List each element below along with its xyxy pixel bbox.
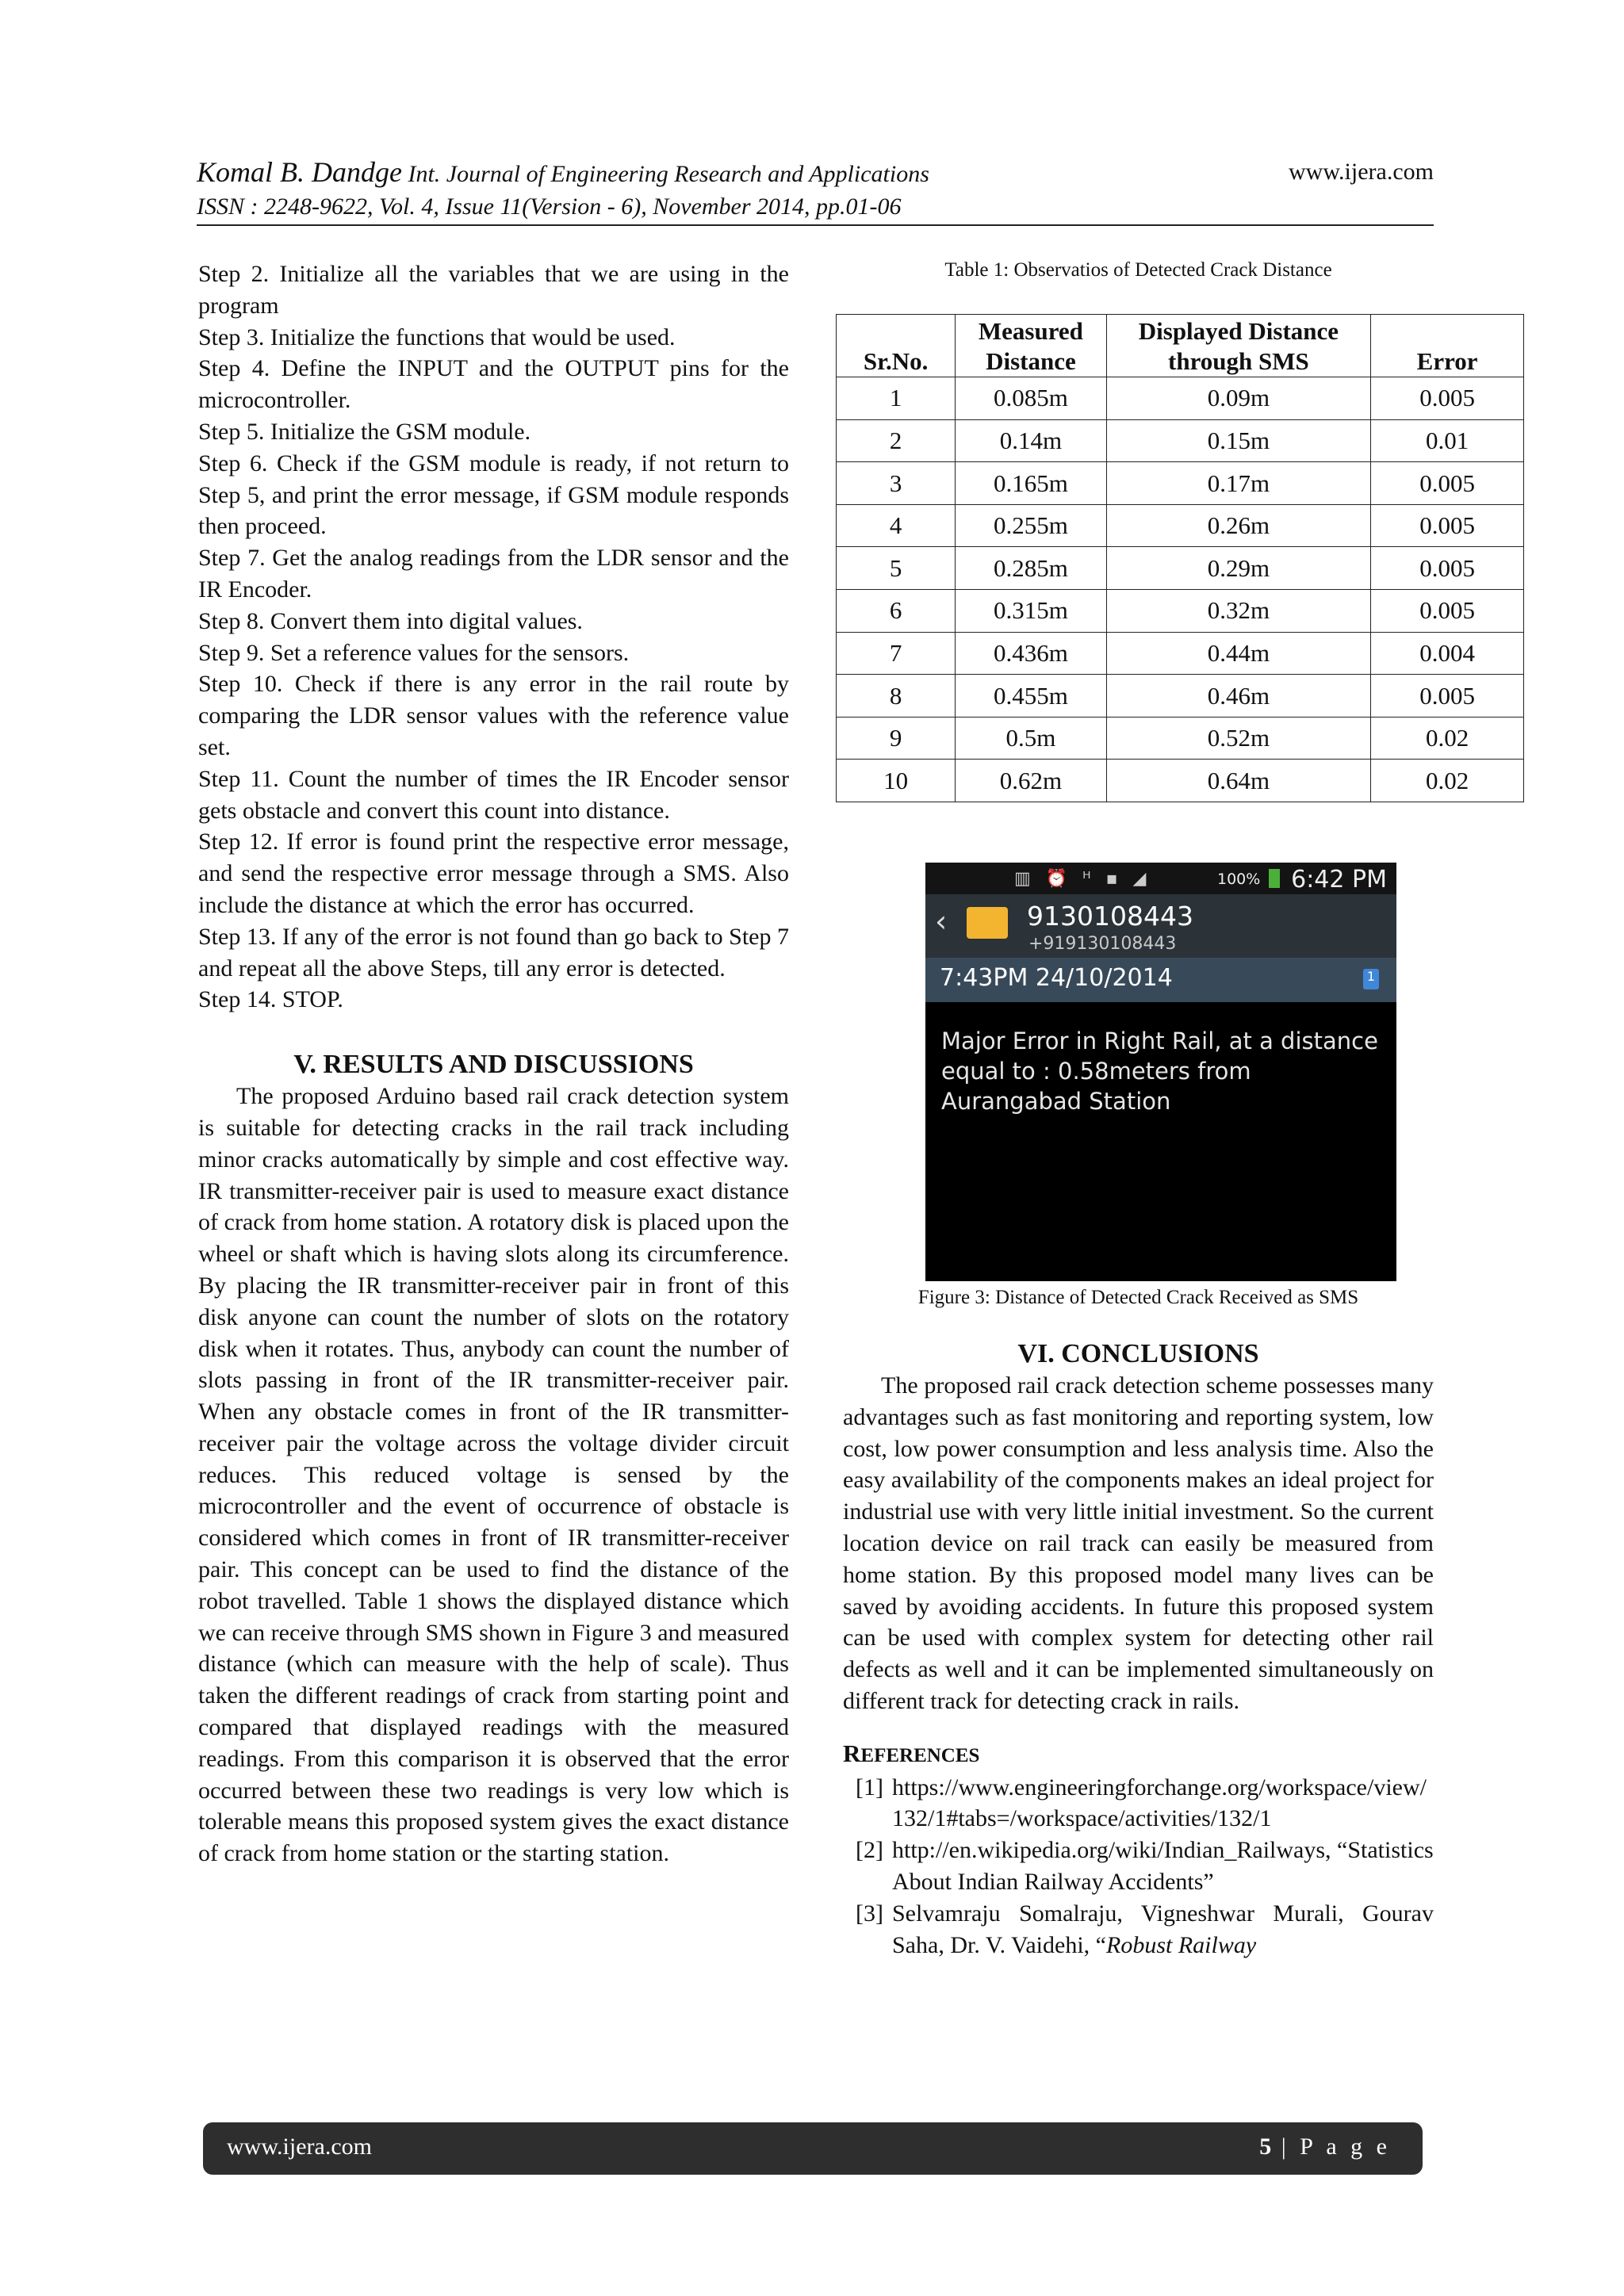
page-label: | P a g e	[1271, 2133, 1391, 2160]
sms-received-time: 7:43PM 24/10/2014	[940, 964, 1173, 992]
cell-error: 0.004	[1371, 632, 1524, 675]
cell-measured: 0.285m	[956, 547, 1106, 590]
cell-measured: 0.5m	[956, 717, 1106, 760]
status-time: 6:42 PM	[1291, 866, 1387, 894]
cell-displayed: 0.44m	[1106, 632, 1371, 675]
reference-authors: Selvamraju Somalraju, Vigneshwar Murali, Gourav Saha, Dr. V. Vaidehi, “	[892, 1900, 1434, 1958]
cell-displayed: 0.52m	[1106, 717, 1371, 760]
step-item: Step 6. Check if the GSM module is ready, if not return to Step 5, and print the error message, if GSM module responds then proceed.	[198, 450, 789, 540]
table-row	[837, 462, 1524, 505]
step-item: Step 12. If error is found print the respective error message, and send the respective error message through a SMS. Also include the distance at which the error has occurred.	[198, 828, 789, 918]
cell-error: 0.01	[1371, 419, 1524, 462]
results-heading: V. RESULTS AND DISCUSSIONS	[293, 1050, 694, 1080]
cell-displayed: 0.64m	[1106, 760, 1371, 802]
step-item: Step 14. STOP.	[198, 986, 343, 1013]
observations-table	[836, 314, 1524, 802]
cell-srno: 5	[837, 547, 956, 590]
reference-text	[892, 1898, 1434, 1961]
cell-srno: 10	[837, 760, 956, 802]
battery-icon	[1269, 869, 1280, 888]
reference-item	[843, 1772, 1434, 1835]
sender-number: 9130108443	[1027, 901, 1193, 932]
table-row	[837, 547, 1524, 590]
cell-error: 0.02	[1371, 760, 1524, 802]
header-journal: Int. Journal of Engineering Research and Applications	[408, 161, 929, 187]
table-row	[837, 589, 1524, 632]
cell-srno: 9	[837, 717, 956, 760]
right-column	[843, 258, 1478, 802]
table-row	[837, 717, 1524, 760]
col-header-error: Error	[1371, 315, 1524, 377]
step-item: Step 11. Count the number of times the IR Encoder sensor gets obstacle and convert this count into distance.	[198, 765, 789, 824]
table-caption: Table 1: Observatios of Detected Crack Distance	[944, 259, 1332, 281]
cell-srno: 4	[837, 504, 956, 547]
phone-status-bar	[925, 863, 1396, 894]
cell-displayed: 0.26m	[1106, 504, 1371, 547]
step-item: Step 10. Check if there is any error in the rail route by comparing the LDR sensor values with the reference value set.	[198, 671, 789, 760]
cell-error: 0.02	[1371, 717, 1524, 760]
table-row	[837, 419, 1524, 462]
step-item: Step 8. Convert them into digital values.	[198, 607, 583, 634]
col-header-displayed: Displayed Distance through SMS	[1106, 315, 1371, 377]
conclusions-heading: VI. CONCLUSIONS	[1017, 1339, 1259, 1368]
cell-srno: 2	[837, 419, 956, 462]
sms-screenshot-figure	[925, 863, 1396, 1281]
cell-displayed: 0.29m	[1106, 547, 1371, 590]
page-number: 5	[1259, 2133, 1272, 2160]
table-row	[837, 675, 1524, 718]
sms-message-text: Major Error in Right Rail, at a distance equal to : 0.58meters from Aurangabad Station	[941, 1027, 1378, 1115]
results-paragraph: The proposed Arduino based rail crack detection system is suitable for detecting cracks in the rail track including minor cracks automatically by simple and cost effective way. IR transmitter-receiver pair is used to measure exact distance of crack from home station. A rotatory disk is placed upon the wheel or shaft which is having slots along its circumference. By placing the IR transmitter-receiver pair in front of this disk anyone can count the number of slots on the rotatory disk when it rotates. Thus, anybody can count the number of slots passing in front of the IR transmitter-receiver pair. When any obstacle comes in front of the IR transmitter-receiver pair the voltage across the voltage divider circuit reduces. This reduced voltage is sensed by the microcontroller and the event of occurrence of obstacle is considered which comes in front of IR transmitter-receiver pair. This concept can be used to find the distance of the robot travelled. Table 1 shows the displayed distance which we can receive through SMS shown in Figure 3 and measured distance (which can measure with the help of scale). Thus taken the different readings of crack from starting point and compared that displayed readings with the measured readings. From this comparison it is observed that the error occurred between these two readings is very low which is tolerable means this proposed system gives the exact distance of crack from home station or the starting station.	[198, 1083, 789, 1867]
cell-srno: 3	[837, 462, 956, 505]
cell-displayed: 0.09m	[1106, 377, 1371, 420]
reference-number: [3]	[856, 1900, 883, 1927]
footer-page-number	[1259, 2133, 1391, 2160]
left-column	[198, 258, 789, 1869]
reference-text: https://www.engineeringforchange.org/workspace/view/132/1#tabs=/workspace/activities/132/1	[892, 1774, 1427, 1832]
reference-number: [2]	[856, 1837, 883, 1864]
sim-badge-icon: 1	[1363, 969, 1379, 989]
cell-srno: 1	[837, 377, 956, 420]
cell-measured: 0.62m	[956, 760, 1106, 802]
cell-displayed: 0.32m	[1106, 589, 1371, 632]
table-row	[837, 504, 1524, 547]
cell-displayed: 0.15m	[1106, 419, 1371, 462]
reference-text: http://en.wikipedia.org/wiki/Indian_Railways, “Statistics About Indian Railway Accidents”	[892, 1837, 1434, 1895]
col-header-srno: Sr.No.	[837, 315, 956, 377]
sms-contact-bar	[925, 894, 1396, 958]
cell-displayed: 0.46m	[1106, 675, 1371, 718]
cell-measured: 0.255m	[956, 504, 1106, 547]
cell-error: 0.005	[1371, 462, 1524, 505]
cell-displayed: 0.17m	[1106, 462, 1371, 505]
reference-item	[843, 1835, 1434, 1898]
cell-srno: 7	[837, 632, 956, 675]
table-header-row	[837, 315, 1524, 377]
back-arrow-icon: ‹	[935, 904, 948, 939]
table-row	[837, 632, 1524, 675]
references-heading	[843, 1738, 1434, 1772]
running-header	[197, 155, 1434, 220]
references-heading-rest: EFERENCES	[860, 1744, 980, 1766]
references-heading-initial: R	[843, 1739, 861, 1767]
cell-measured: 0.436m	[956, 632, 1106, 675]
table-row	[837, 377, 1524, 420]
header-rule	[197, 224, 1434, 226]
sms-date-bar	[925, 958, 1396, 1002]
step-item: Step 5. Initialize the GSM module.	[198, 418, 531, 445]
step-item: Step 4. Define the INPUT and the OUTPUT pins for the microcontroller.	[198, 355, 789, 414]
table-row	[837, 760, 1524, 802]
step-item: Step 2. Initialize all the variables that we are using in the program	[198, 261, 789, 319]
header-url: www.ijera.com	[1289, 159, 1434, 185]
header-issn: ISSN : 2248-9622, Vol. 4, Issue 11(Version - 6), November 2014, pp.01-06	[197, 193, 902, 220]
figure-caption: Figure 3: Distance of Detected Crack Received as SMS	[917, 1287, 1359, 1308]
cell-measured: 0.14m	[956, 419, 1106, 462]
footer-url: www.ijera.com	[227, 2133, 372, 2160]
conclusions-section	[843, 1338, 1434, 1961]
page-footer	[203, 2122, 1423, 2175]
cell-measured: 0.165m	[956, 462, 1106, 505]
cell-srno: 6	[837, 589, 956, 632]
conclusions-paragraph: The proposed rail crack detection scheme possesses many advantages such as fast monitoring and reporting system, low cost, low power consumption and less analysis time. Also the easy availability of the components makes an ideal project for industrial use with very little initial investment. So the current location device on rail track can easily be measured from home station. By this proposed model many lives can be saved by avoiding accidents. In future this proposed system can be used with complex system for detecting other rail defects as well and it can be implemented simultaneously on different track for detecting crack in rails.	[843, 1372, 1434, 1714]
cell-measured: 0.085m	[956, 377, 1106, 420]
step-item: Step 13. If any of the error is not found than go back to Step 7 and repeat all the above Steps, till any error is detected.	[198, 923, 789, 982]
step-item: Step 3. Initialize the functions that would be used.	[198, 323, 676, 350]
cell-error: 0.005	[1371, 377, 1524, 420]
cell-error: 0.005	[1371, 547, 1524, 590]
cell-measured: 0.455m	[956, 675, 1106, 718]
sender-full-number: +919130108443	[1028, 934, 1177, 954]
header-author: Komal B. Dandge	[197, 156, 402, 188]
cell-measured: 0.315m	[956, 589, 1106, 632]
reference-item	[843, 1898, 1434, 1961]
col-header-measured: Measured Distance	[956, 315, 1106, 377]
envelope-icon	[967, 907, 1008, 939]
reference-number: [1]	[856, 1774, 883, 1800]
reference-title-italic: Robust Railway	[1106, 1931, 1257, 1958]
step-item: Step 9. Set a reference values for the sensors.	[198, 639, 630, 666]
cell-error: 0.005	[1371, 675, 1524, 718]
status-icons: ▥ ⏰ ᴴ ▪ ◢	[1014, 869, 1151, 889]
cell-error: 0.005	[1371, 504, 1524, 547]
step-item: Step 7. Get the analog readings from the LDR sensor and the IR Encoder.	[198, 545, 789, 603]
cell-srno: 8	[837, 675, 956, 718]
cell-error: 0.005	[1371, 589, 1524, 632]
battery-percent: 100%	[1217, 871, 1261, 888]
